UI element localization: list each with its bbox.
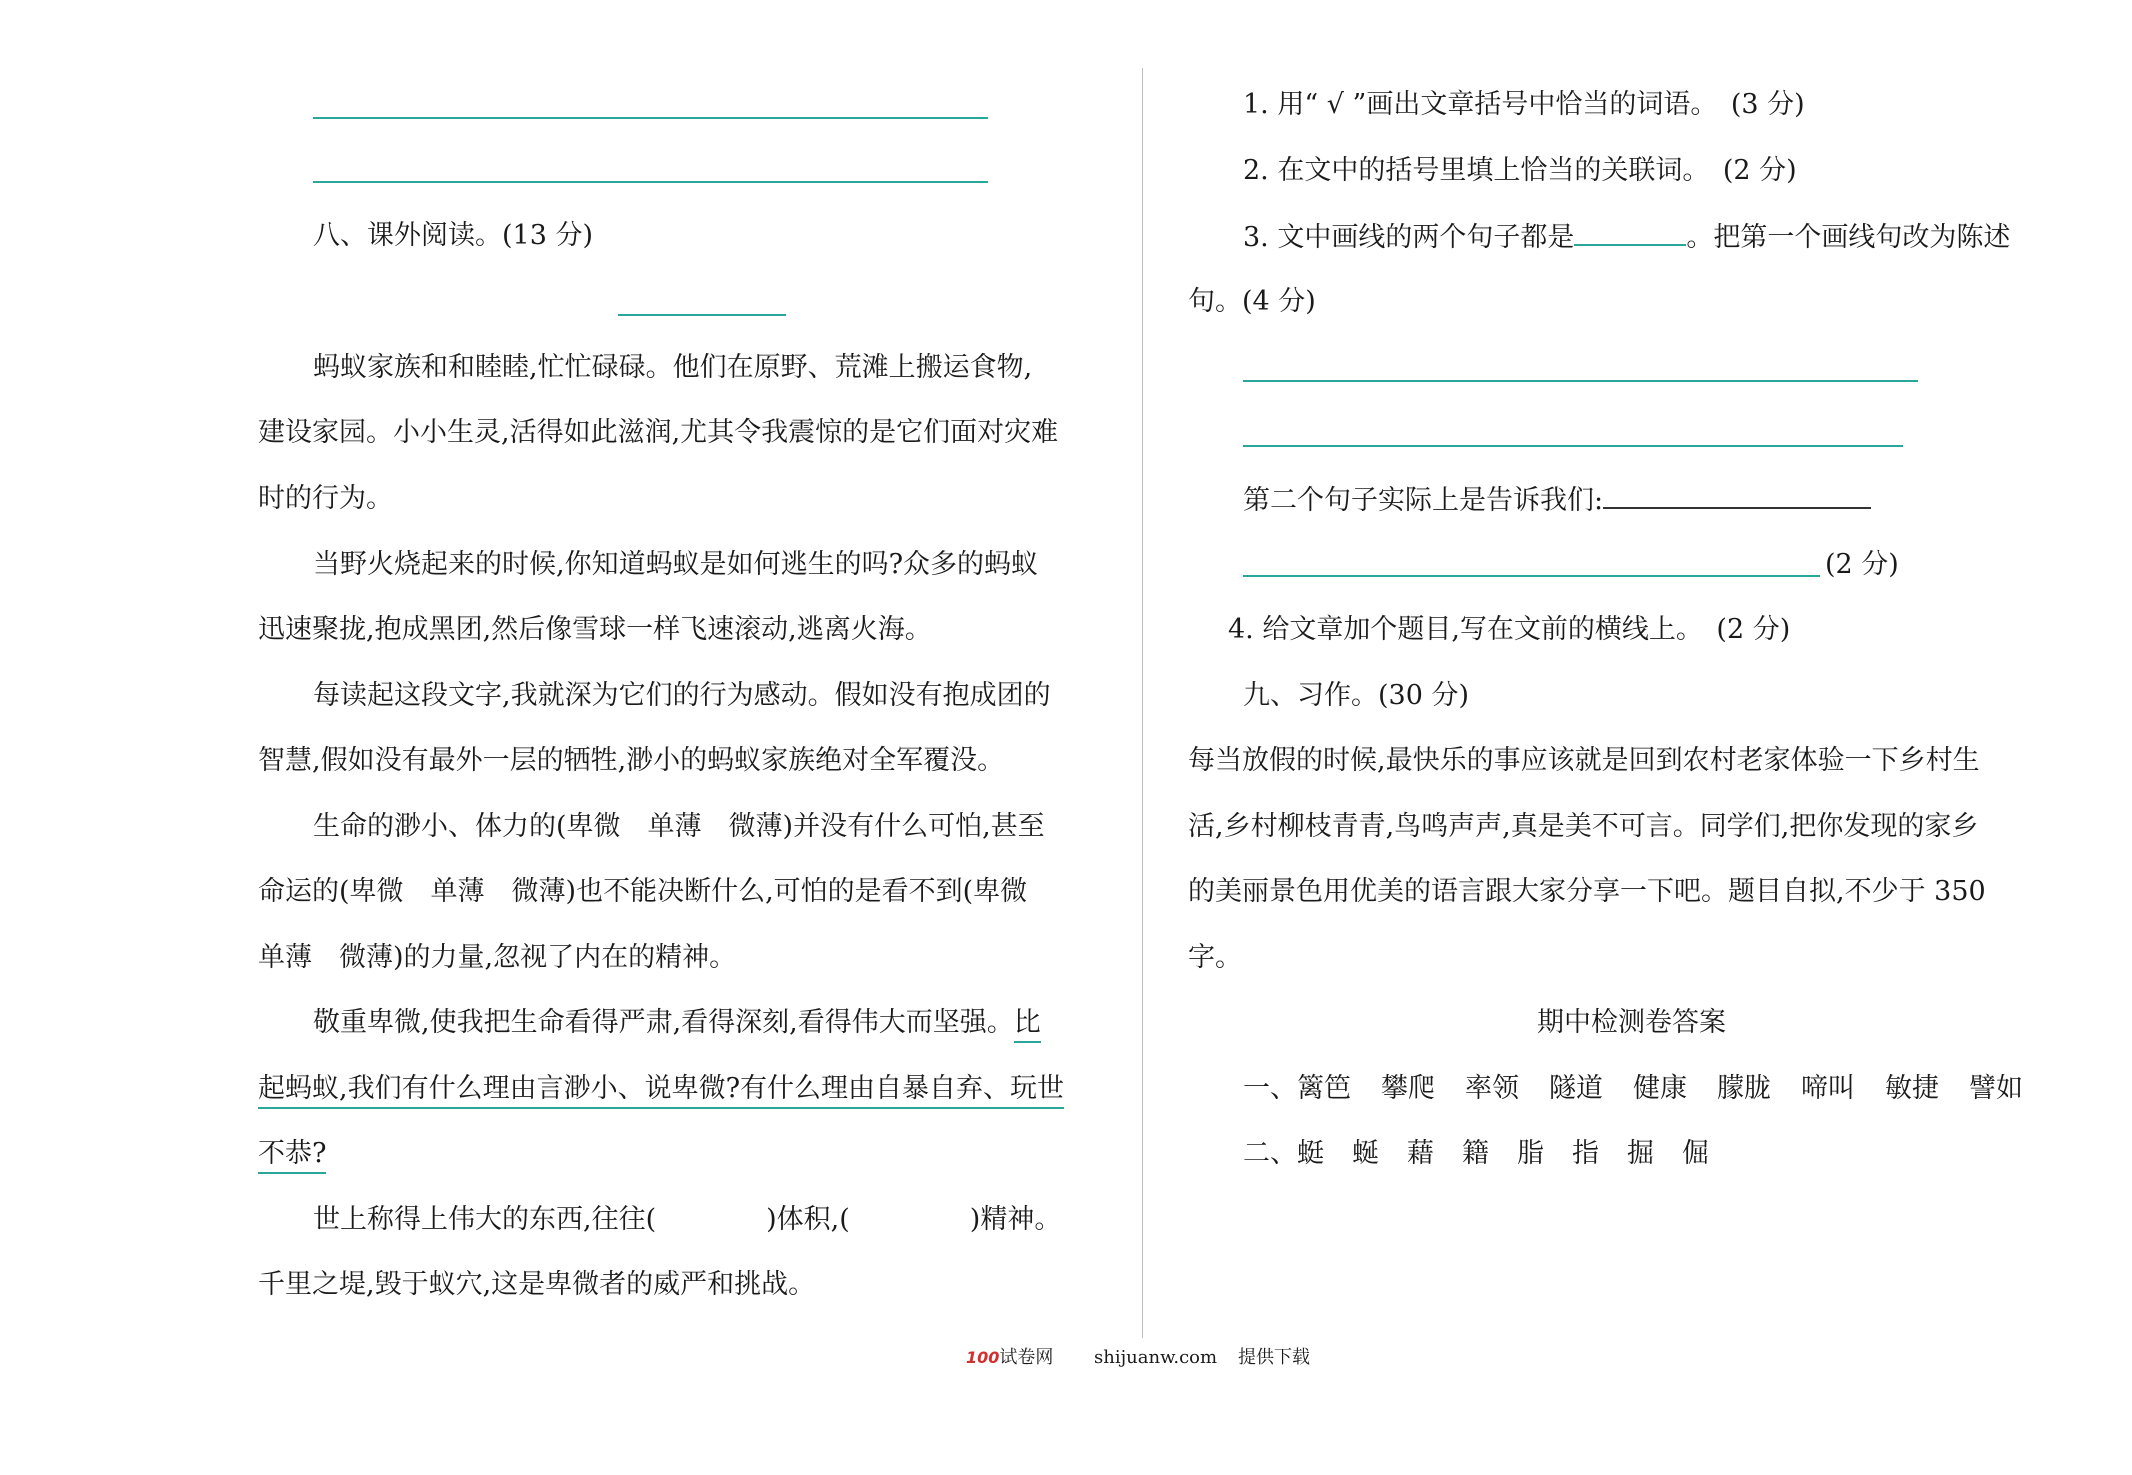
paragraph-line: 千里之堤,毁于蚁穴,这是卑微者的威严和挑战。 xyxy=(258,1269,816,1300)
footer-provide: 提供下载 xyxy=(1238,1347,1310,1368)
answer-label: 二、 xyxy=(1243,1138,1297,1169)
answer-line xyxy=(1243,445,1903,447)
writing-prompt-line: 每当放假的时候,最快乐的事应该就是回到农村老家体验一下乡村生 xyxy=(1188,745,1980,776)
paragraph-line: 建设家园。小小生灵,活得如此滋润,尤其令我震惊的是它们面对灾难 xyxy=(258,417,1059,448)
question-3-line2: 句。(4 分) xyxy=(1188,286,1316,317)
answer-line xyxy=(1243,575,1820,577)
paragraph-line: 迅速聚拢,抱成黑团,然后像雪球一样飞速滚动,逃离火海。 xyxy=(258,614,932,645)
answer-title: 期中检测卷答案 xyxy=(1537,1007,1726,1038)
answer-word: 譬如 xyxy=(1969,1073,2023,1104)
column-divider xyxy=(1142,68,1143,1338)
paragraph-line xyxy=(313,1202,1061,1238)
answer-word: 蜒 xyxy=(1352,1138,1379,1169)
question-3-score: (2 分) xyxy=(1825,549,1899,580)
underlined-sentence: 起蚂蚁,我们有什么理由言渺小、说卑微?有什么理由自暴自弃、玩世 xyxy=(258,1073,1064,1109)
fill-blank xyxy=(1574,218,1686,246)
section8-heading: 八、课外阅读。(13 分) xyxy=(313,220,594,251)
paragraph-text: )体积,( xyxy=(766,1204,850,1235)
answer-word: 朦胧 xyxy=(1717,1073,1771,1104)
answer-line xyxy=(1243,380,1918,382)
paragraph-line: 每读起这段文字,我就深为它们的行为感动。假如没有抱成团的 xyxy=(313,680,1051,711)
question-3 xyxy=(1243,218,2010,256)
fill-blank xyxy=(1603,481,1871,509)
question-text: 第二个句子实际上是告诉我们: xyxy=(1243,485,1604,516)
answer-word: 籍 xyxy=(1462,1138,1489,1169)
answer-row-2 xyxy=(1243,1136,1709,1172)
answer-word: 藉 xyxy=(1407,1138,1434,1169)
paragraph-line xyxy=(258,1071,1064,1107)
answer-word: 蜓 xyxy=(1297,1138,1324,1169)
question-1: 1. 用“ √ ”画出文章括号中恰当的词语。 (3 分) xyxy=(1243,89,1805,120)
paragraph-line: 智慧,假如没有最外一层的牺牲,渺小的蚂蚁家族绝对全军覆没。 xyxy=(258,745,1005,776)
paragraph-text: 敬重卑微,使我把生命看得严肃,看得深刻,看得伟大而坚强。 xyxy=(313,1007,1014,1038)
answer-line xyxy=(313,181,988,183)
answer-word: 指 xyxy=(1572,1138,1599,1169)
logo-number: 100 xyxy=(966,1348,1000,1367)
answer-word: 啼叫 xyxy=(1801,1073,1855,1104)
answer-line xyxy=(313,117,988,119)
paragraph-line: 生命的渺小、体力的(卑微 单薄 微薄)并没有什么可怕,甚至 xyxy=(313,811,1045,842)
answer-word: 脂 xyxy=(1517,1138,1544,1169)
answer-row-1 xyxy=(1243,1071,2023,1107)
question-text: 。把第一个画线句改为陈述 xyxy=(1686,222,2011,253)
answer-word: 健康 xyxy=(1633,1073,1687,1104)
footer-site: shijuanw.com xyxy=(1094,1347,1218,1368)
writing-prompt-line: 字。 xyxy=(1188,942,1242,973)
paragraph-line: 单薄 微薄)的力量,忽视了内在的精神。 xyxy=(258,942,737,973)
question-3-second xyxy=(1243,481,1871,519)
paragraph-line: 蚂蚁家族和和睦睦,忙忙碌碌。他们在原野、荒滩上搬运食物, xyxy=(313,352,1033,383)
question-text: 3. 文中画线的两个句子都是 xyxy=(1243,222,1575,253)
answer-word: 篱笆 xyxy=(1297,1073,1351,1104)
answer-label: 一、 xyxy=(1243,1073,1297,1104)
answer-word: 掘 xyxy=(1627,1138,1654,1169)
paragraph-line: 命运的(卑微 单薄 微薄)也不能决断什么,可怕的是看不到(卑微 xyxy=(258,876,1028,907)
paragraph-line xyxy=(258,1136,326,1172)
title-blank-line xyxy=(618,314,786,316)
section9-heading: 九、习作。(30 分) xyxy=(1243,680,1470,711)
logo-text: 试卷网 xyxy=(999,1347,1054,1368)
answer-word: 率领 xyxy=(1465,1073,1519,1104)
question-4: 4. 给文章加个题目,写在文前的横线上。 (2 分) xyxy=(1228,614,1791,645)
writing-prompt-line: 的美丽景色用优美的语言跟大家分享一下吧。题目自拟,不少于 350 xyxy=(1188,876,1986,907)
answer-word: 攀爬 xyxy=(1381,1073,1435,1104)
paragraph-line: 时的行为。 xyxy=(258,483,393,514)
underlined-sentence: 不恭? xyxy=(258,1138,326,1174)
paragraph-text: )精神。 xyxy=(969,1204,1062,1235)
answer-word: 敏捷 xyxy=(1885,1073,1939,1104)
answer-word: 倔 xyxy=(1682,1138,1709,1169)
writing-prompt-line: 活,乡村柳枝青青,鸟鸣声声,真是美不可言。同学们,把你发现的家乡 xyxy=(1188,811,1979,842)
paragraph-text: 世上称得上伟大的东西,往往( xyxy=(313,1204,657,1235)
paragraph-line xyxy=(313,1005,1041,1041)
question-2: 2. 在文中的括号里填上恰当的关联词。 (2 分) xyxy=(1243,155,1797,186)
answer-word: 隧道 xyxy=(1549,1073,1603,1104)
underlined-sentence: 比 xyxy=(1014,1007,1041,1043)
paragraph-line: 当野火烧起来的时候,你知道蚂蚁是如何逃生的吗?众多的蚂蚁 xyxy=(313,549,1039,580)
footer-logo xyxy=(966,1346,1053,1370)
